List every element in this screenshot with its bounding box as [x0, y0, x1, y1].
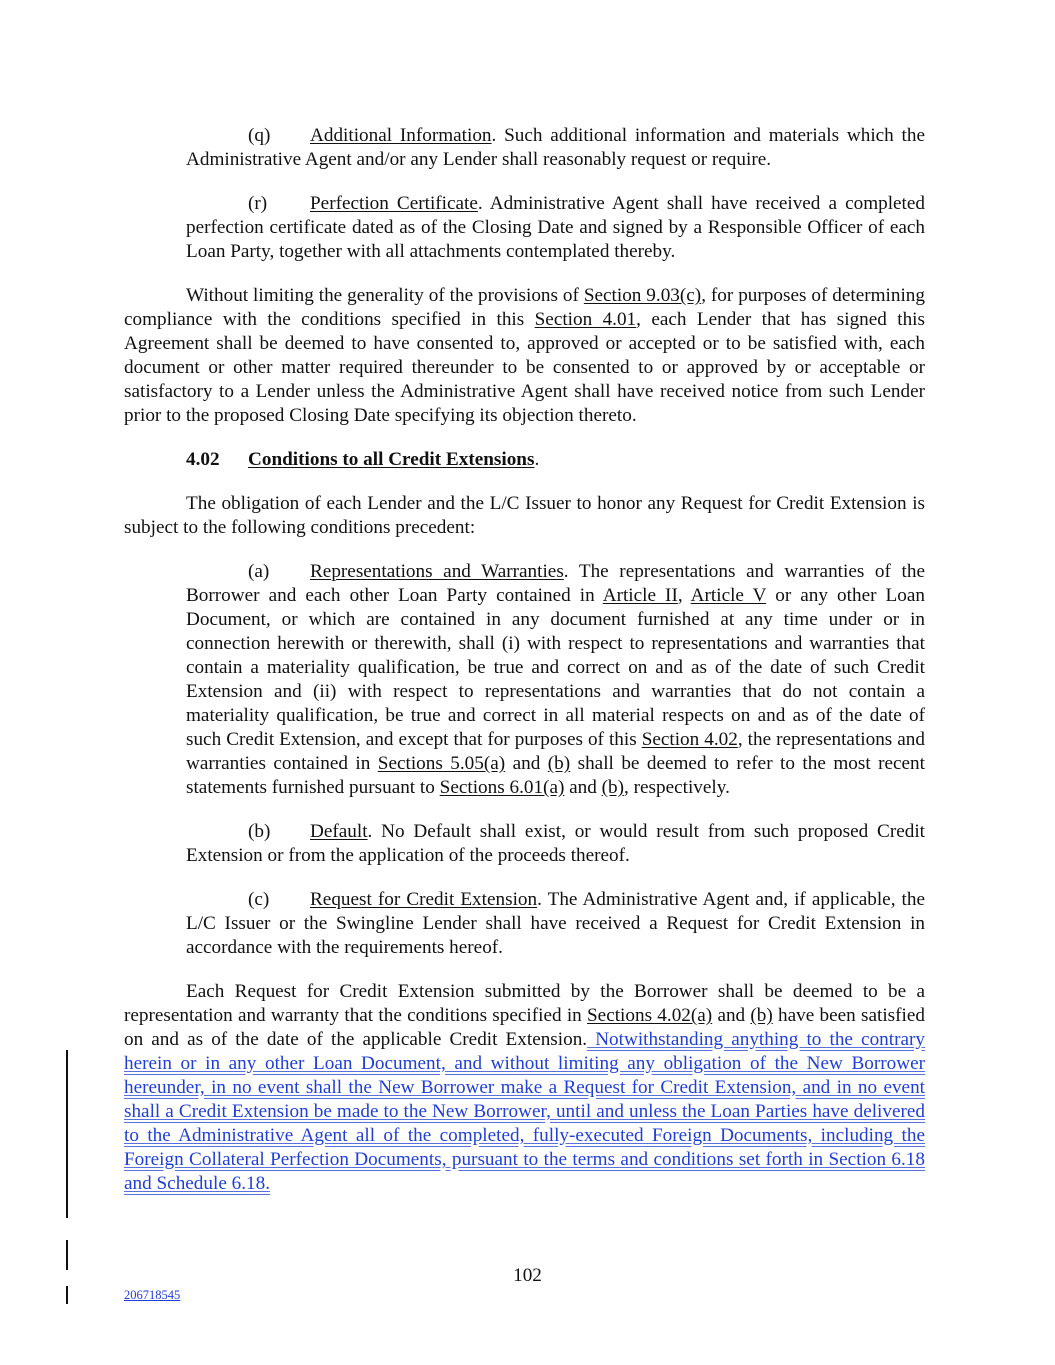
- clause-label: (a): [248, 561, 270, 582]
- cross-reference: Section 4.02: [641, 729, 738, 750]
- clause-title: Additional Information: [310, 125, 492, 146]
- cross-reference: Sections 5.05(a): [377, 753, 506, 774]
- change-bar: [66, 1286, 68, 1304]
- paragraph-b: [186, 820, 925, 868]
- paragraph-each-request: [124, 980, 925, 1196]
- paragraph-q: [186, 124, 925, 172]
- clause-title: Request for Credit Extension: [310, 889, 538, 910]
- clause-label: (r): [248, 193, 268, 214]
- cross-reference: Sections 6.01(a): [439, 777, 565, 798]
- text-run: have been satisfied on and as of the date of the applicable Credit Extension.: [124, 1005, 925, 1050]
- cross-reference: Section 9.03(c): [583, 285, 702, 306]
- cross-reference: (b): [601, 777, 625, 798]
- text-run: shall be deemed to refer to the most recent statements furnished pursuant to: [186, 753, 925, 798]
- clause-body: . Administrative Agent shall have received a completed perfection certificate dated as of the Closing Date and signed by a Responsible Officer of each Loan Party, together with all attachments contemplated thereby.: [186, 193, 925, 262]
- paragraph-without-limiting: [124, 284, 925, 428]
- clause-label: (c): [248, 889, 270, 910]
- section-title: Conditions to all Credit Extensions: [248, 449, 535, 470]
- cross-reference: Article II: [602, 585, 678, 606]
- cross-reference: Sections 4.02(a): [587, 1005, 713, 1026]
- cross-reference: (b): [750, 1005, 773, 1026]
- clause-title: Default: [310, 821, 368, 842]
- text-run: , each Lender that has signed this Agreement shall be deemed to have consented to, approved or accepted or to be satisfied with, each document or other matter required thereunder to be consented to or approved by or acceptable or satisfactory to a Lender unless the Administrative Agent shall have received notice from such Lender prior to the proposed Closing Date specifying its objection thereto.: [124, 309, 925, 426]
- cross-reference: Section 4.01: [534, 309, 637, 330]
- cross-reference: Article V: [690, 585, 767, 606]
- text-run: Each Request for Credit Extension submitted by the Borrower shall be deemed to be a representation and warranty that the conditions specified in: [124, 981, 925, 1026]
- text-run: . The representations and warranties of the Borrower and each other Loan Party contained in: [186, 561, 925, 606]
- section-title-period: .: [534, 449, 540, 470]
- inserted-text: Notwithstanding anything to the contrary herein or in any other Loan Document, and without limiting any obligation of the New Borrower hereunder, in no event shall the New Borrower make a Request for Credit Extension, and in no event shall a Credit Extension be made to the New Borrower, until and unless the Loan Parties have delivered to the Administrative Agent all of the completed, fully-executed Foreign Documents, including the Foreign Collateral Perfection Documents, pursuant to the terms and conditions set forth in Section 6.18 and Schedule 6.18.: [124, 1029, 925, 1194]
- text-run: , for purposes of determining compliance with the conditions specified in this: [124, 285, 925, 330]
- text-run: , the representations and warranties contained in: [186, 729, 925, 774]
- cross-reference: (b): [547, 753, 571, 774]
- text-run: Without limiting the generality of the provisions of: [186, 285, 584, 306]
- clause-body: . The Administrative Agent and, if applicable, the L/C Issuer or the Swingline Lender shall have received a Request for Credit Extension in accordance with the requirements hereof.: [186, 889, 925, 958]
- text-run: and: [712, 1005, 751, 1026]
- document-id: 206718545: [124, 1288, 181, 1302]
- text-run: and: [564, 777, 602, 798]
- change-bar: [66, 1050, 68, 1218]
- page-number: 102: [513, 1265, 542, 1286]
- paragraph-a: [186, 560, 925, 800]
- clause-label: (b): [248, 821, 271, 842]
- text-run: ,: [677, 585, 691, 606]
- clause-body: . Such additional information and materials which the Administrative Agent and/or any Lender shall reasonably request or require.: [186, 125, 926, 170]
- section-number: 4.02: [186, 449, 220, 470]
- text-run: and: [505, 753, 548, 774]
- clause-title: Perfection Certificate: [310, 193, 478, 214]
- clause-label: (q): [248, 125, 271, 146]
- paragraph-c: [186, 888, 925, 960]
- text-run: , respectively.: [624, 777, 730, 798]
- document-page: [124, 124, 925, 1196]
- paragraph-r: [186, 192, 925, 264]
- clause-body: . No Default shall exist, or would result from such proposed Credit Extension or from the application of the proceeds thereof.: [186, 821, 925, 866]
- text-run: or any other Loan Document, or which are contained in any document furnished at any time under or in connection herewith or therewith, shall (i) with respect to representations and warranties that contain a materiality qualification, be true and correct on and as of the date of such Credit Extension and (ii) with respect to representations and warranties that do not contain a materiality qualification, be true and correct in all material respects on and as of the date of such Credit Extension, and except that for purposes of this: [186, 585, 925, 750]
- clause-title: Representations and Warranties: [310, 561, 564, 582]
- paragraph-obligation: The obligation of each Lender and the L/C Issuer to honor any Request for Credit Extension is subject to the following conditions precedent:: [124, 493, 925, 538]
- section-heading: [124, 448, 925, 472]
